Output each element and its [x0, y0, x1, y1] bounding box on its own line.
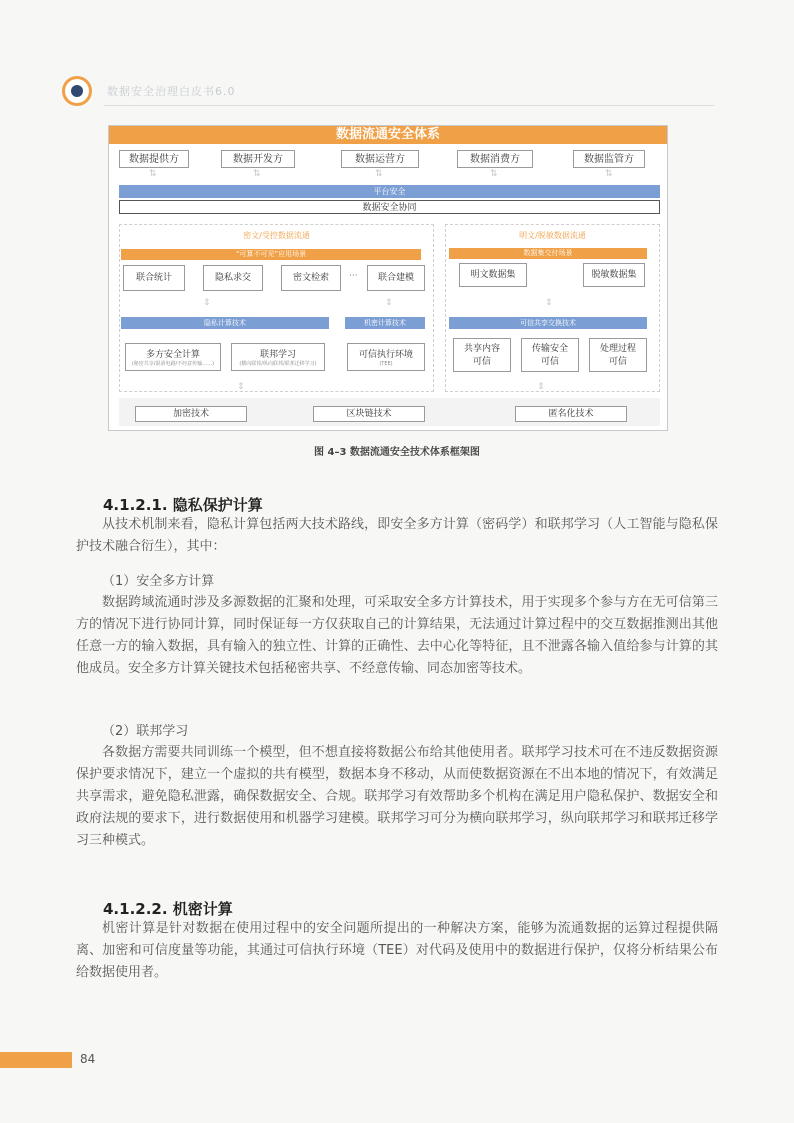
role-consumer: 数据消费方 [457, 150, 533, 168]
encryption-tech: 加密技术 [135, 406, 247, 422]
arrow-icon: ⇕ [537, 382, 545, 392]
arrow-icon: ⇅ [605, 169, 613, 179]
scenario-cipher-search: 密文检索 [281, 265, 341, 291]
transmission-trusted-box: 传输安全可信 [521, 338, 579, 372]
paragraph-mpc: 数据跨域流通时涉及多源数据的汇聚和处理，可采取安全多方计算技术，用于实现多个参与方在无可信第三方的情况下进行协同计算，同时保证每一方仅获取自己的计算结果，无法通过计算过程中的交互数据推测出其他任意一方的输入数据，具有输入的独立性、计算的正确性、去中心化等特征，且不泄露各输入值给参与计算的其他成员。安全多方计算关键技术包括秘密共享、不经意传输、同态加密等技术。 [76, 595, 718, 676]
arrow-icon: ⇅ [253, 169, 261, 179]
page-number: 84 [80, 1052, 96, 1066]
fl-label: 联邦学习 [259, 350, 296, 360]
figure-title: 数据流通安全体系 [109, 126, 667, 144]
mpc-box [125, 343, 221, 371]
arrow-icon: ⇕ [545, 298, 553, 308]
header-divider [104, 105, 714, 106]
scenario-joint-modeling: 联合建模 [367, 265, 425, 291]
compute-invisible-scenario-bar: “可算不可见”应用场景 [121, 249, 421, 260]
confidential-computing-bar: 机密计算技术 [345, 317, 425, 329]
page-number-bar [0, 1052, 72, 1068]
section-heading-confidential-computing: 4.1.2.2. 机密计算 [103, 900, 233, 918]
role-operator: 数据运营方 [341, 150, 419, 168]
role-regulator: 数据监管方 [573, 150, 645, 168]
privacy-computing-bar: 隐私计算技术 [121, 317, 329, 329]
tee-sub: (TEE) [379, 361, 393, 367]
trusted-exchange-bar: 可信共享交换技术 [449, 317, 647, 329]
process-trusted-box: 处理过程可信 [589, 338, 647, 372]
arrow-icon: ⇅ [375, 169, 383, 179]
ciphertext-flow-title: 密文/受控数据流通 [243, 231, 310, 240]
dataset-delivery-bar: 数据集交付场景 [449, 248, 647, 259]
arrow-icon: ⇅ [490, 169, 498, 179]
section1-intro: 从技术机制来看，隐私计算包括两大技术路线，即安全多方计算（密码学）和联邦学习（人工智能与隐私保护技术融合衍生），其中： [76, 517, 718, 554]
mpc-label: 多方安全计算 [145, 350, 200, 360]
page-header [62, 76, 712, 106]
ellipsis: ··· [349, 271, 358, 281]
content-trusted-box: 共享内容可信 [453, 338, 511, 372]
arrow-icon: ⇅ [149, 169, 157, 179]
federated-learning-box [231, 343, 325, 371]
desensitized-dataset: 脱敏数据集 [583, 263, 645, 287]
scenario-psi: 隐私求交 [203, 265, 263, 291]
scenario-joint-statistics: 联合统计 [123, 265, 185, 291]
data-security-collaboration: 数据安全协同 [119, 200, 660, 214]
subheading-fl: （2）联邦学习 [102, 724, 189, 739]
arrow-icon: ⇕ [203, 298, 211, 308]
platform-security-bar: 平台安全 [119, 185, 660, 198]
role-developer: 数据开发方 [221, 150, 295, 168]
tee-label: 可信执行环境 [358, 350, 413, 360]
plaintext-dataset: 明文数据集 [459, 263, 527, 287]
section-heading-privacy-computing: 4.1.2.1. 隐私保护计算 [103, 496, 263, 514]
figure-caption: 图 4–3 数据流通安全技术体系框架图 [314, 447, 480, 458]
arrow-icon: ⇕ [237, 382, 245, 392]
role-provider: 数据提供方 [119, 150, 189, 168]
logo-icon [62, 76, 92, 106]
mpc-sub: (秘密共享/混淆电路/不经意传输……) [131, 361, 215, 367]
paragraph-fl: 各数据方需要共同训练一个模型，但不想直接将数据公布给其他使用者。联邦学习技术可在不违反数据资源保护要求情况下，建立一个虚拟的共有模型，数据本身不移动，从而使数据资源在不出本地的情况下，有效满足共享需求，避免隐私泄露，确保数据安全、合规。联邦学习有效帮助多个机构在满足用户隐私保护、数据安全和政府法规的要求下，进行数据使用和机器学习建模。联邦学习可分为横向联邦学习，纵向联邦学习和联邦迁移学习三种模式。 [76, 745, 718, 848]
header-title: 数据安全治理白皮书6.0 [107, 85, 236, 98]
anonymization-tech: 匿名化技术 [515, 406, 627, 422]
blockchain-tech: 区块链技术 [313, 406, 425, 422]
arrow-icon: ⇕ [385, 298, 393, 308]
tee-box [347, 343, 425, 371]
framework-figure [108, 125, 668, 431]
plaintext-flow-title: 明文/脱敏数据流通 [519, 231, 586, 240]
fl-sub: (横向联邦/纵向联邦/联邦迁移学习) [239, 361, 317, 367]
subheading-mpc: （1）安全多方计算 [102, 574, 215, 589]
paragraph-confidential: 机密计算是针对数据在使用过程中的安全问题所提出的一种解决方案，能够为流通数据的运算过程提供隔离、加密和可信度量等功能，其通过可信执行环境（TEE）对代码及使用中的数据进行保护，仅将分析结果公布给数据使用者。 [76, 921, 718, 980]
